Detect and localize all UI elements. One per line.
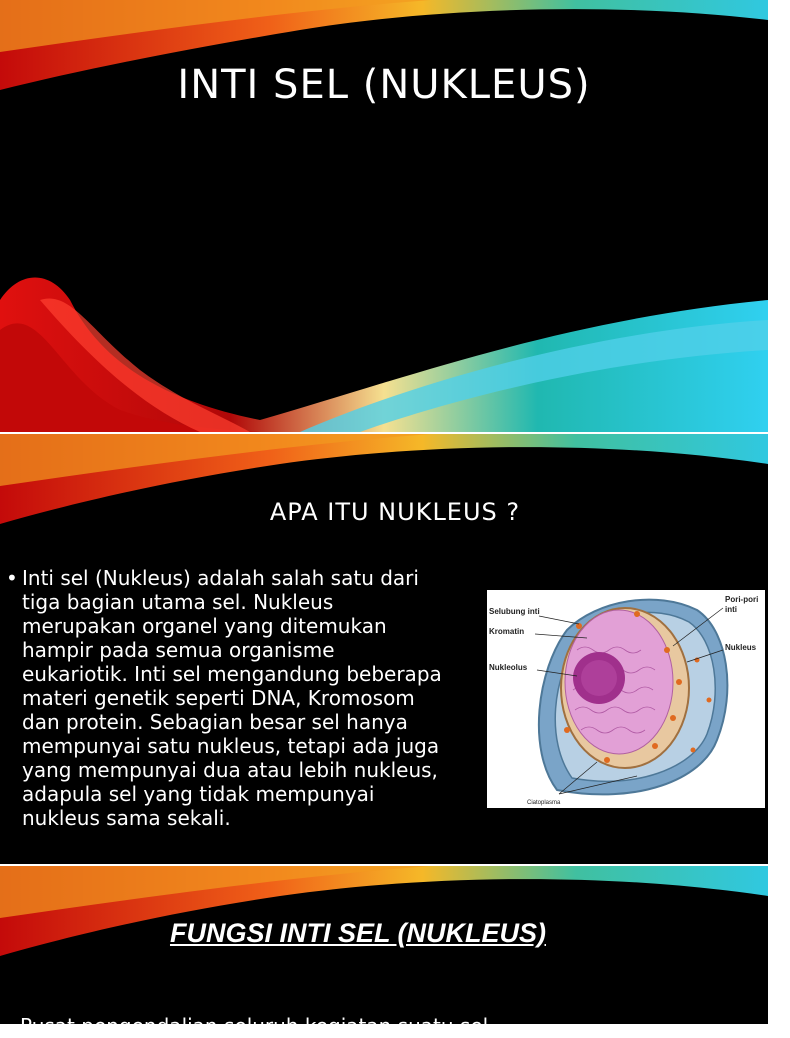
section-heading: APA ITU NUKLEUS ? (269, 498, 521, 526)
body-paragraph (6, 566, 446, 830)
label-pori-inti: inti (725, 605, 737, 614)
label-selubung-inti: Selubung inti (489, 607, 540, 616)
slide-title (0, 0, 768, 432)
label-sitoplasma: Ciatoplasma (527, 800, 561, 806)
section-heading: FUNGSI INTI SEL (NUKLEUS) (169, 918, 546, 948)
bullet-marker: • (6, 566, 18, 590)
slide-title-text: INTI SEL (NUKLEUS) (177, 62, 591, 108)
label-nukleolus: Nukleolus (489, 663, 528, 672)
label-kromatin: Kromatin (489, 627, 525, 636)
body-text: Inti sel (Nukleus) adalah salah satu dari tiga bagian utama sel. Nukleus merupakan organel yang ditemukan hampir pada semua organisme eukariotik. Inti sel mengandung beberapa materi genetik seperti DNA, Kromosom dan protein. Sebagian besar sel hanya mempunyai satu nukleus, tetapi ada juga yang mempunyai dua atau lebih nukleus, adapula sel yang tidak mempunyai nukleus sama sekali. (22, 566, 442, 830)
label-pori-pori: Pori-pori (725, 595, 759, 604)
nucleus-diagram (487, 590, 765, 808)
label-nukleus: Nukleus (725, 643, 757, 652)
slide-nucleus-function (0, 866, 768, 1038)
slide-what-is-nucleus (0, 434, 768, 864)
cut-off-text: Pusat pengendalian seluruh kegiatan suatu sel (20, 1014, 489, 1038)
